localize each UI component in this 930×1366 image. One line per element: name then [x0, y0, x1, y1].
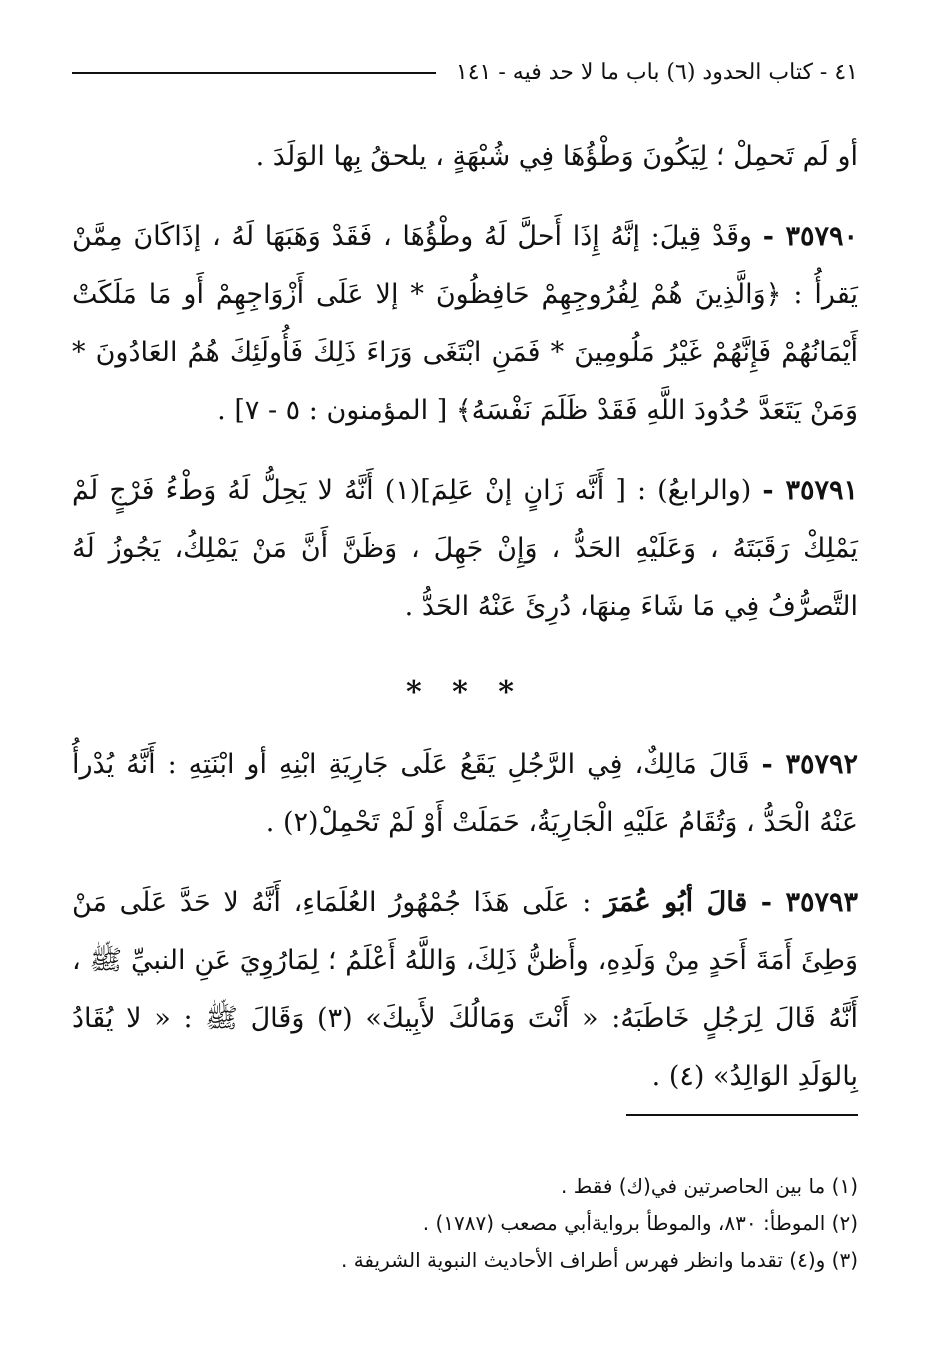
paragraph: [72, 462, 858, 636]
paragraph: [72, 874, 858, 1106]
footnote-rule-line: [626, 1114, 858, 1116]
paragraph-number: ٣٥٧٩٣ -: [760, 887, 858, 918]
paragraph: [72, 128, 858, 186]
footnotes: [72, 1168, 858, 1279]
running-header: [72, 52, 858, 92]
footnote-separator: [72, 1114, 858, 1116]
paragraph-text: : عَلَى هَذَا جُمْهُورُ العُلَمَاءِ، أَنَّهُ لا حَدَّ عَلَى مَنْ وَطِئَ أَمَةَ أَحَدٍ مِنْ وَلَدِهِ، وأَظنُّ ذَلِكَ، وَاللَّهُ أَعْلَمُ ؛ لِمَارُوِيَ عَنِ النبيِّ ﷺ ، أَنَّهُ قَالَ لِرَجُلٍ خَاطَبَهُ: « أَنْتَ وَمَالُكَ لأَبِيكَ» (٣) وَقَالَ ﷺ : « لا يُقَادُ بِالوَلَدِ الوَالِدُ» (٤) .: [72, 887, 859, 1092]
paragraph-number: ٣٥٧٩٢ -: [761, 749, 858, 780]
paragraph-number: ٣٥٧٩٠ -: [762, 221, 858, 252]
paragraph: [72, 208, 858, 440]
paragraph-text: (والرابعُ) : [ أَنَّه زَانٍ إنْ عَلِمَ](١) أَنَّهُ لا يَحِلُّ لَهُ وَطْءُ فَرْجٍ لَمْ يَمْلِكْ رَقَبَتَهُ ، وَعَلَيْهِ الحَدُّ ، وَإِنْ جَهِلَ ، وَظَنَّ أَنَّ مَنْ يَمْلِكُ، يَجُوزُ لَهُ التَّصرُّفُ فِي مَا شَاءَ مِنهَا، دُرِئَ عَنْهُ الحَدُّ .: [72, 475, 858, 622]
paragraph-text: وقَدْ قِيلَ: إنَّهُ إِذَا أَحلَّ لَهُ وطْؤُهَا ، فَقَدْ وَهَبَهَا لَهُ ، إذَاكَانَ مِمَّنْ يَقرأُ : ﴿وَالَّذِينَ هُمْ لِفُرُوجِهِمْ حَافِظُونَ * إلا عَلَى أَزْوَاجِهِمْ أَو مَا مَلَكَتْ أَيْمَانُهُمْ فَإِنَّهُمْ غَيْرُ مَلُومِينَ * فَمَنِ ابْتَغَى وَرَاءَ ذَلِكَ فَأُولَئِكَ هُمُ العَادُونَ * وَمَنْ يَتَعَدَّ حُدُودَ اللَّهِ فَقَدْ ظَلَمَ نَفْسَهُ﴾ [ المؤمنون : ٥ - ٧] .: [72, 221, 858, 426]
paragraph-number: ٣٥٧٩١ -: [762, 475, 858, 506]
running-header-title: ٤١ - كتاب الحدود (٦) باب ما لا حد فيه - ١٤١: [455, 59, 858, 85]
paragraph-lead: قالَ أبُو عُمَرَ: [604, 887, 761, 918]
footnote: (١) ما بين الحاصرتين في(ك) فقط .: [561, 1174, 858, 1198]
paragraph: [72, 736, 858, 852]
main-text: [72, 128, 858, 1128]
paragraph-text: قَالَ مَالِكٌ، فِي الرَّجُلِ يَقَعُ عَلَى جَارِيَةِ ابْنِهِ أو ابْنَتِهِ : أَنَّهُ يُدْرأُ عَنْهُ الْحَدُّ ، وَتُقَامُ عَلَيْهِ الْجَارِيَةُ، حَمَلَتْ أَوْ لَمْ تَحْمِلْ(٢) .: [72, 749, 858, 838]
footnote: (٣) و(٤) تقدما وانظر فهرس أطراف الأحاديث النبوية الشريفة .: [340, 1248, 858, 1272]
section-separator: * * *: [406, 675, 524, 710]
header-rule: [72, 72, 436, 74]
paragraph-text: أو لَم تَحمِلْ ؛ لِيَكُونَ وَطْؤُهَا فِي شُبْهَةٍ ، يلحقُ بِها الوَلَدَ .: [255, 141, 858, 172]
footnote: (٢) الموطأ: ٨٣٠، والموطأ بروايةأبي مصعب (١٧٨٧) .: [422, 1211, 858, 1235]
